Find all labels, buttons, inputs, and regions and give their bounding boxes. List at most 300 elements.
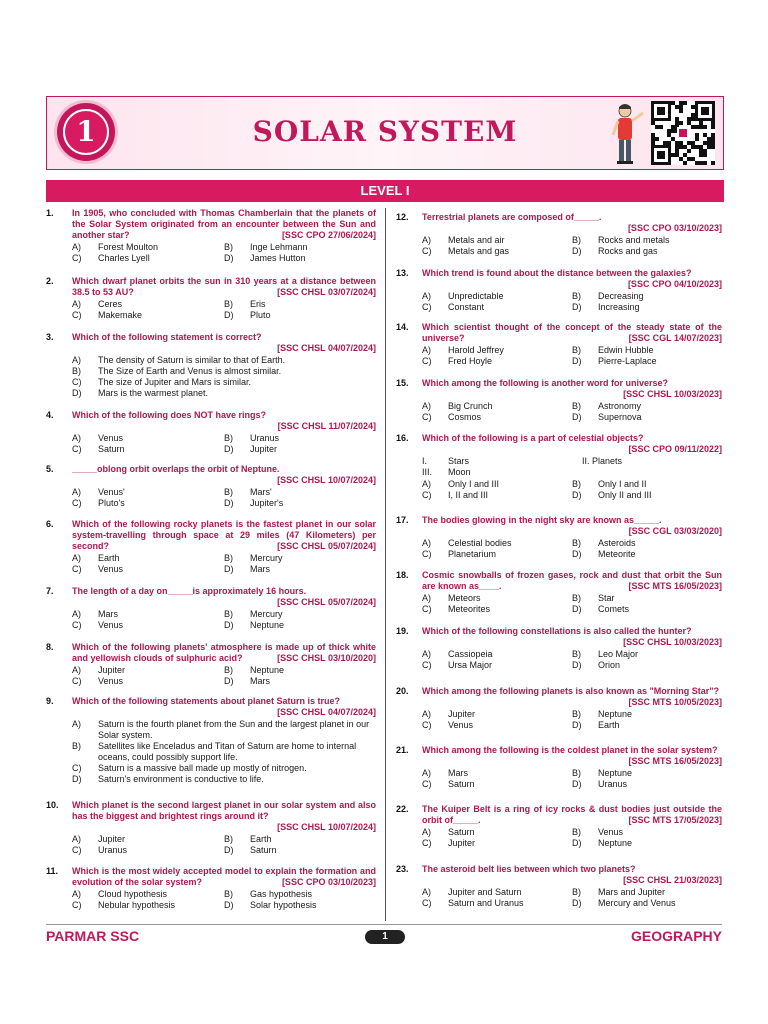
exam-source: [SSC CHSL 05/07/2024] [277,597,376,607]
option-item [224,900,376,911]
question-number: 14. [396,322,409,332]
option-item [224,609,376,620]
footer-rule [46,924,722,925]
option-item [72,900,224,911]
exam-source: [SSC MTS 16/05/2023] [628,756,722,766]
option-item [422,412,572,423]
question-item [396,570,722,615]
option-label: C) [422,302,432,312]
option-text: Eris [250,299,266,309]
option-label: D) [572,779,582,789]
options-grid [72,433,376,455]
option-label: B) [572,768,581,778]
option-text: Planetarium [448,549,497,559]
exam-source: [SSC CPO 03/10/2023] [281,877,376,887]
option-text: Neptune [250,620,285,630]
option-text: Charles Lyell [98,253,150,263]
option-label: A) [422,649,431,659]
option-item [72,433,224,444]
statement-item [72,774,376,785]
option-item [422,246,572,257]
option-label: C) [72,444,82,454]
statement-label: C) [72,763,82,773]
question-text: Which of the following constellations is also called the hunter? [SSC CHSL 10/03/2023] [422,626,722,647]
exam-source: [SSC CHSL 03/07/2024] [277,287,376,297]
teacher-figure-icon [603,101,647,165]
option-item [224,620,376,631]
option-text: Venus' [98,487,125,497]
option-text: Inge Lehmann [250,242,308,252]
option-text: Cloud hypothesis [98,889,168,899]
statement-text: The density of Saturn is similar to that of Earth. [98,355,286,365]
options-grid [72,553,376,575]
statement-label: C) [72,377,82,387]
statement-text: Moon [448,467,471,477]
option-item [422,887,572,898]
option-text: Jupiter [98,665,126,675]
exam-source: [SSC CPO 09/11/2022] [628,444,722,454]
option-text: Neptune [250,665,285,675]
option-text: Edwin Hubble [598,345,654,355]
statement-label: A) [72,355,81,365]
exam-source: [SSC MTS 17/05/2023] [628,815,722,825]
option-item [224,433,376,444]
question-item [396,686,722,731]
statement-item [72,741,376,763]
option-text: Gas hypothesis [250,889,313,899]
option-label: D) [572,660,582,670]
options-grid [422,538,722,560]
statement-text: Stars [448,456,470,466]
column-divider [385,208,386,921]
statement-list [72,355,376,399]
option-text: Mars [250,564,270,574]
option-text: Jupiter [448,709,476,719]
option-text: Big Crunch [448,401,493,411]
question-number: 4. [46,410,54,420]
option-text: Ceres [98,299,123,309]
option-item [422,593,572,604]
option-label: C) [72,845,82,855]
option-label: D) [224,620,234,630]
question-item [396,804,722,849]
option-text: James Hutton [250,253,306,263]
option-item [72,564,224,575]
question-item [46,410,376,455]
option-text: Mars' [250,487,272,497]
question-text: The asteroid belt lies between which two planets? [SSC CHSL 21/03/2023] [422,864,722,885]
option-label: B) [224,433,233,443]
question-number: 18. [396,570,409,580]
question-text: Which of the following rocky planets is the fastest planet in our solar system-travelling through space at 29 miles (47 Kilometers) per second? [SSC CHSL 05/07/2024] [72,519,376,551]
option-label: C) [422,356,432,366]
option-label: B) [224,553,233,563]
option-label: C) [422,720,432,730]
option-label: A) [422,479,431,489]
question-number: 7. [46,586,54,596]
option-label: D) [224,676,234,686]
option-item [572,709,722,720]
exam-source: [SSC MTS 10/05/2023] [628,697,722,707]
question-number: 19. [396,626,409,636]
option-text: Nebular hypothesis [98,900,176,910]
question-number: 23. [396,864,409,874]
question-text: The length of a day on_____is approximately 16 hours. [SSC CHSL 05/07/2024] [72,586,376,607]
option-text: Jupiter and Saturn [448,887,522,897]
option-label: D) [224,253,234,263]
option-label: C) [72,310,82,320]
option-item [572,479,722,490]
option-text: Unpredictable [448,291,504,301]
option-item [72,299,224,310]
option-text: Saturn and Uranus [448,898,524,908]
option-text: Star [598,593,615,603]
option-item [422,235,572,246]
option-item [224,553,376,564]
option-item [572,490,722,501]
question-text: Which trend is found about the distance between the galaxies? [SSC CPO 04/10/2023] [422,268,722,289]
option-label: B) [572,345,581,355]
option-text: Uranus [250,433,280,443]
statement-text: The Size of Earth and Venus is almost similar. [98,366,282,376]
option-item [572,302,722,313]
option-label: A) [72,553,81,563]
option-item [422,401,572,412]
option-text: Venus [98,433,124,443]
option-label: D) [572,490,582,500]
option-item [572,246,722,257]
statement-text: Saturn is a massive ball made up mostly of nitrogen. [98,763,307,773]
option-text: Fred Hoyle [448,356,493,366]
option-item [72,889,224,900]
option-label: D) [224,310,234,320]
option-text: Meteorites [448,604,491,614]
statement-text: Mars is the warmest planet. [98,388,209,398]
option-label: C) [72,620,82,630]
chapter-title: SOLAR SYSTEM [252,115,518,148]
option-item [572,720,722,731]
exam-source: [SSC CGL 14/07/2023] [628,333,722,343]
option-label: A) [422,538,431,548]
statement-list [72,719,376,785]
footer-subject: GEOGRAPHY [630,928,722,944]
option-label: B) [572,709,581,719]
options-grid [422,401,722,423]
option-label: A) [422,709,431,719]
option-text: Neptune [598,838,633,848]
option-label: C) [422,660,432,670]
option-text: Mars [250,676,270,686]
option-text: Increasing [598,302,640,312]
option-label: B) [572,401,581,411]
option-text: Mercury [250,553,283,563]
question-number: 13. [396,268,409,278]
option-item [72,553,224,564]
statement-item [72,388,376,399]
option-label: D) [224,900,234,910]
option-item [422,538,572,549]
statement-text: Saturn is the fourth planet from the Sun and the largest planet in our Solar system. [98,719,370,740]
option-item [72,310,224,321]
option-item [422,660,572,671]
question-text: Which of the following does NOT have rings? [SSC CHSL 11/07/2024] [72,410,376,431]
option-item [422,768,572,779]
options-grid [422,479,722,501]
option-item [422,490,572,501]
statement-item [422,456,722,467]
question-item [396,745,722,790]
question-number: 8. [46,642,54,652]
option-text: Venus [98,676,124,686]
option-label: B) [572,827,581,837]
statement-label: B) [72,741,81,751]
option-text: Only I and II [598,479,647,489]
option-item [72,498,224,509]
exam-source: [SSC CPO 04/10/2023] [627,279,722,289]
option-text: Metals and gas [448,246,510,256]
option-label: D) [572,898,582,908]
options-grid [72,665,376,687]
question-text: Which dwarf planet orbits the sun in 310 years at a distance between 38.5 to 53 AU? [SSC CHSL 03/07/2024] [72,276,376,297]
options-grid [422,709,722,731]
exam-source: [SSC CPO 27/06/2024] [281,230,376,240]
option-item [572,235,722,246]
statement-label: A) [72,719,81,729]
question-text: Which of the following planets' atmosphere is made up of thick white and yellowish clouds of sulphuric acid? [SSC CHSL 03/10/2020] [72,642,376,663]
option-label: C) [422,838,432,848]
exam-source: [SSC MTS 16/05/2023] [628,581,722,591]
option-label: A) [422,768,431,778]
options-grid [422,593,722,615]
option-item [572,538,722,549]
option-text: Earth [598,720,620,730]
footer-brand: PARMAR SSC [46,928,140,944]
option-item [572,838,722,849]
exam-source: [SSC CHSL 21/03/2023] [623,875,722,885]
option-label: A) [422,235,431,245]
option-text: Jupiter's [250,498,284,508]
options-grid [72,889,376,911]
question-text: Cosmic snowballs of frozen gases, rock and dust that orbit the Sun are known as____. [SSC MTS 16/05/2023] [422,570,722,591]
option-text: Only I and III [448,479,500,489]
option-item [72,609,224,620]
question-item [396,515,722,560]
option-label: B) [572,479,581,489]
option-text: Jupiter [98,834,126,844]
question-text: Which of the following statements about planet Saturn is true? [SSC CHSL 04/07/2024] [72,696,376,717]
question-item [396,378,722,423]
option-label: C) [72,253,82,263]
option-label: D) [224,845,234,855]
option-text: Mars and Jupiter [598,887,666,897]
options-grid [422,827,722,849]
option-text: Leo Major [598,649,639,659]
option-item [72,242,224,253]
option-item [422,898,572,909]
statement-list [422,456,722,478]
option-label: A) [422,345,431,355]
chapter-header [46,96,724,170]
option-item [572,604,722,615]
question-number: 6. [46,519,54,529]
option-label: D) [572,549,582,559]
option-label: D) [572,838,582,848]
option-item [224,845,376,856]
option-text: Astronomy [598,401,642,411]
option-label: C) [72,676,82,686]
question-number: 15. [396,378,409,388]
question-number: 3. [46,332,54,342]
option-text: Solar hypothesis [250,900,317,910]
option-text: Meteorite [598,549,636,559]
question-item [46,586,376,631]
statement-item [72,355,376,366]
option-text: Meteors [448,593,481,603]
question-item [46,696,376,785]
option-text: Saturn [250,845,277,855]
option-item [72,665,224,676]
option-label: A) [72,665,81,675]
option-label: A) [72,487,81,497]
option-text: Cosmos [448,412,482,422]
option-item [72,676,224,687]
option-label: D) [572,720,582,730]
exam-source: [SSC CGL 03/03/2020] [628,526,722,536]
option-text: Saturn [448,827,475,837]
option-item [72,487,224,498]
option-item [224,665,376,676]
option-item [422,720,572,731]
question-item [46,519,376,575]
question-item [46,276,376,321]
option-item [422,345,572,356]
option-text: Celestial bodies [448,538,512,548]
question-item [46,208,376,264]
option-label: A) [422,827,431,837]
statement-label: B) [72,366,81,376]
statement-text: Satellites like Enceladus and Titan of Saturn are home to internal oceans, could possibly support life. [98,741,357,762]
question-item [46,642,376,687]
statement-extra: II. Planets [582,456,623,466]
question-number: 11. [46,866,59,876]
option-text: Earth [98,553,120,563]
option-item [572,291,722,302]
option-text: I, II and III [448,490,489,500]
question-text: Which of the following statement is correct? [SSC CHSL 04/07/2024] [72,332,376,353]
option-label: B) [224,609,233,619]
option-item [72,620,224,631]
options-grid [72,609,376,631]
options-grid [422,768,722,790]
exam-source: [SSC CHSL 10/07/2024] [277,822,376,832]
option-text: Comets [598,604,630,614]
option-item [72,834,224,845]
statement-text: Saturn's environment is conductive to life. [98,774,264,784]
option-item [422,779,572,790]
option-text: Mars [448,768,468,778]
option-item [422,291,572,302]
option-label: A) [72,242,81,252]
statement-label: III. [422,467,433,477]
exam-source: [SSC CHSL 10/03/2023] [623,637,722,647]
question-number: 20. [396,686,409,696]
option-item [572,549,722,560]
option-label: C) [422,604,432,614]
option-label: B) [224,487,233,497]
option-text: Orion [598,660,621,670]
exam-source: [SSC CHSL 11/07/2024] [277,421,376,431]
question-text: Terrestrial planets are composed of_____. [SSC CPO 03/10/2023] [422,212,722,233]
qr-code-icon [651,101,715,165]
question-text: Which planet is the second largest planet in our solar system and also has the biggest and brightest rings around it? [SSC CHSL 10/07/2024] [72,800,376,832]
options-grid [72,242,376,264]
question-number: 17. [396,515,409,525]
exam-source: [SSC CHSL 05/07/2024] [277,541,376,551]
exam-source: [SSC CHSL 04/07/2024] [277,707,376,717]
option-text: Ursa Major [448,660,493,670]
question-item [396,626,722,671]
option-text: Pierre-Laplace [598,356,657,366]
exam-source: [SSC CHSL 10/07/2024] [277,475,376,485]
option-text: Mercury [250,609,283,619]
option-label: C) [422,898,432,908]
statement-item [422,467,722,478]
option-text: Earth [250,834,272,844]
exam-source: [SSC CHSL 10/03/2023] [623,389,722,399]
question-number: 1. [46,208,54,218]
option-item [72,444,224,455]
option-text: Saturn [98,444,125,454]
option-text: Venus [98,620,124,630]
options-grid [72,487,376,509]
question-text: The Kuiper Belt is a ring of icy rocks & dust bodies just outside the orbit of_____. [SSC MTS 17/05/2023] [422,804,722,825]
options-grid [422,887,722,909]
option-label: B) [224,665,233,675]
option-label: B) [572,235,581,245]
option-item [72,845,224,856]
option-label: C) [422,549,432,559]
chapter-number: 1 [63,109,109,155]
option-text: Neptune [598,709,633,719]
option-label: B) [224,242,233,252]
option-text: Neptune [598,768,633,778]
option-item [224,487,376,498]
question-text: Which among the following planets is also known as "Morning Star"? [SSC MTS 10/05/2023] [422,686,722,707]
option-label: D) [224,444,234,454]
option-item [422,827,572,838]
option-item [572,649,722,660]
question-number: 21. [396,745,409,755]
option-text: Cassiopeia [448,649,493,659]
option-text: Saturn [448,779,475,789]
option-label: D) [224,498,234,508]
option-item [572,356,722,367]
option-item [422,604,572,615]
option-item [224,253,376,264]
option-item [422,479,572,490]
option-label: D) [224,564,234,574]
option-label: D) [572,246,582,256]
options-grid [72,834,376,856]
option-label: C) [422,490,432,500]
question-item [396,268,722,313]
exam-source: [SSC CPO 03/10/2023] [627,223,722,233]
exam-source: [SSC CHSL 04/07/2024] [277,343,376,353]
option-text: Makemake [98,310,143,320]
question-item [396,433,722,501]
option-label: D) [572,604,582,614]
option-label: C) [72,564,82,574]
